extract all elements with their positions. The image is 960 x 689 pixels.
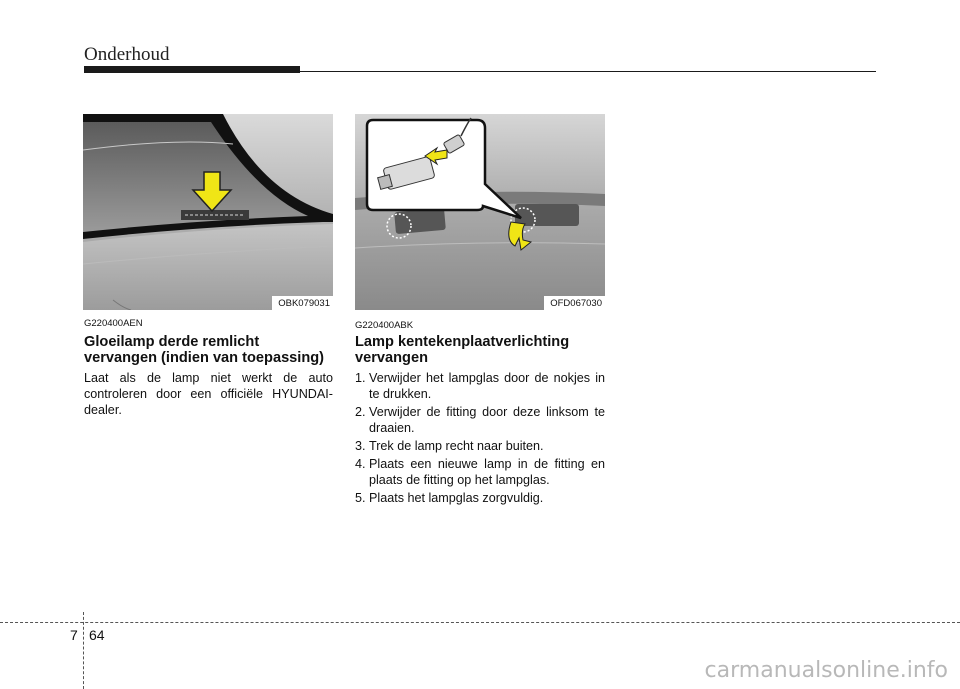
step-number: 2. <box>355 405 366 419</box>
page-title: Onderhoud <box>84 44 170 65</box>
section-heading <box>84 334 344 366</box>
section-code: G220400AEN <box>84 318 143 329</box>
section-body: Laat als de lamp niet werkt de auto controleren door een officiële HYUNDAI-dealer. <box>84 371 333 417</box>
step-number: 4. <box>355 457 366 471</box>
heading-line: vervangen (indien van toepassing) <box>84 350 325 366</box>
page-number: 64 <box>89 627 105 643</box>
license-lamp-figure <box>355 114 605 310</box>
step-text: Plaats een nieuwe lamp in de fitting en plaats de fitting op het lampglas. <box>369 457 605 487</box>
brake-light-figure <box>83 114 333 310</box>
list-item <box>355 456 605 488</box>
list-item <box>355 490 605 506</box>
list-item <box>355 404 605 436</box>
brake-light-illustration <box>83 114 333 310</box>
heading-line: vervangen <box>355 350 429 366</box>
heading-line: Gloeilamp derde remlicht <box>84 334 260 350</box>
list-item <box>355 438 605 454</box>
step-text: Trek de lamp recht naar buiten. <box>369 439 544 453</box>
section-heading <box>355 334 615 366</box>
footer-divider <box>83 612 84 689</box>
step-text: Plaats het lampglas zorgvuldig. <box>369 491 544 505</box>
step-text: Verwijder de fitting door deze linksom te draaien. <box>369 405 605 435</box>
step-number: 5. <box>355 491 366 505</box>
header-bar <box>84 66 300 73</box>
figure-label: OFD067030 <box>544 296 605 310</box>
steps-list <box>355 370 605 508</box>
header-rule <box>300 71 876 72</box>
footer-rule <box>0 622 960 623</box>
list-item <box>355 370 605 402</box>
license-lamp-illustration <box>355 114 605 310</box>
chapter-number: 7 <box>70 627 78 643</box>
step-number: 3. <box>355 439 366 453</box>
section-code: G220400ABK <box>355 320 414 331</box>
heading-line: Lamp kentekenplaatverlichting <box>355 334 570 350</box>
step-number: 1. <box>355 371 366 385</box>
figure-label: OBK079031 <box>272 296 333 310</box>
step-text: Verwijder het lampglas door de nokjes in te drukken. <box>369 371 605 401</box>
watermark[interactable]: carmanualsonline.info <box>704 658 948 683</box>
